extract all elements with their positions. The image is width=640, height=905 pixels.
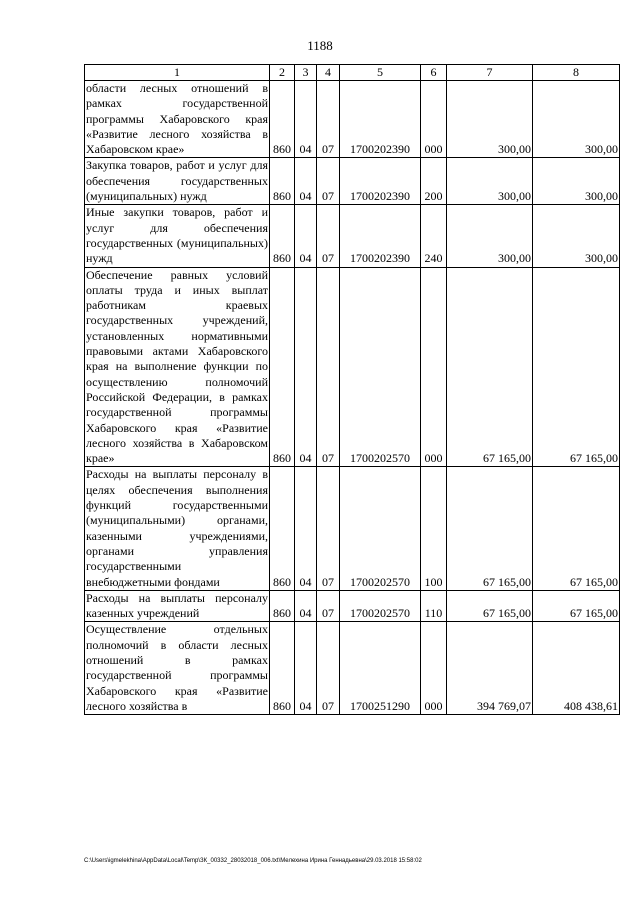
table-row	[85, 267, 620, 467]
row-name: Иные закупки товаров, работ и услуг для обеспечения государственных (муниципальных) нужд	[86, 205, 268, 266]
row-sum-1: 67 165,00	[447, 267, 533, 467]
row-vr: 240	[421, 205, 447, 267]
row-sum-2: 300,00	[533, 158, 620, 205]
table-row	[85, 590, 620, 622]
row-pr: 07	[317, 467, 340, 590]
table-row	[85, 158, 620, 205]
row-sum-2: 67 165,00	[533, 267, 620, 467]
col-header-1: 1	[85, 65, 270, 81]
row-sum-1: 67 165,00	[447, 590, 533, 622]
row-csr: 1700202390	[340, 205, 421, 267]
col-header-4: 4	[317, 65, 340, 81]
row-vr: 000	[421, 622, 447, 715]
row-csr: 1700251290	[340, 622, 421, 715]
row-vr: 000	[421, 267, 447, 467]
col-header-8: 8	[533, 65, 620, 81]
row-ved: 860	[270, 267, 295, 467]
row-name: Расходы на выплаты персоналу казенных учреждений	[86, 590, 268, 621]
row-sum-1: 394 769,07	[447, 622, 533, 715]
table-row	[85, 622, 620, 715]
row-ved: 860	[270, 205, 295, 267]
row-pr: 07	[317, 205, 340, 267]
row-rz: 04	[295, 467, 317, 590]
page-number: 1188	[307, 38, 333, 53]
col-header-3: 3	[295, 65, 317, 81]
row-pr: 07	[317, 590, 340, 622]
row-ved: 860	[270, 590, 295, 622]
row-csr: 1700202390	[340, 158, 421, 205]
row-vr: 110	[421, 590, 447, 622]
row-pr: 07	[317, 81, 340, 158]
row-name: Закупка товаров, работ и услуг для обеспечения государственных (муниципальных) нужд	[86, 158, 268, 204]
row-ved: 860	[270, 467, 295, 590]
row-rz: 04	[295, 158, 317, 205]
table-row	[85, 205, 620, 267]
row-name: Расходы на выплаты персоналу в целях обеспечения выполнения функций государственными (муниципальными) органами, казенными учреждениями, органами управления государственными внебюджетными фондами	[86, 467, 268, 589]
row-sum-1: 300,00	[447, 81, 533, 158]
table-row	[85, 81, 620, 158]
row-sum-2: 67 165,00	[533, 467, 620, 590]
row-vr: 200	[421, 158, 447, 205]
header-row	[85, 65, 620, 81]
row-vr: 100	[421, 467, 447, 590]
row-sum-1: 300,00	[447, 158, 533, 205]
row-csr: 1700202570	[340, 467, 421, 590]
row-sum-2: 67 165,00	[533, 590, 620, 622]
col-header-6: 6	[421, 65, 447, 81]
row-rz: 04	[295, 622, 317, 715]
row-ved: 860	[270, 158, 295, 205]
row-sum-2: 408 438,61	[533, 622, 620, 715]
row-ved: 860	[270, 622, 295, 715]
row-csr: 1700202570	[340, 267, 421, 467]
row-pr: 07	[317, 158, 340, 205]
row-vr: 000	[421, 81, 447, 158]
row-csr: 1700202390	[340, 81, 421, 158]
row-name: Осуществление отдельных полномочий в области лесных отношений в рамках государственной программы Хабаровского края «Развитие лесного хозяйства в	[86, 622, 268, 713]
row-sum-2: 300,00	[533, 205, 620, 267]
row-sum-2: 300,00	[533, 81, 620, 158]
row-rz: 04	[295, 81, 317, 158]
budget-table	[84, 64, 620, 715]
row-ved: 860	[270, 81, 295, 158]
col-header-7: 7	[447, 65, 533, 81]
row-rz: 04	[295, 267, 317, 467]
row-rz: 04	[295, 590, 317, 622]
row-csr: 1700202570	[340, 590, 421, 622]
row-name: области лесных отношений в рамках государственной программы Хабаровского края «Развитие лесного хозяйства в Хабаровском крае»	[86, 81, 268, 157]
file-path-footer: C:\Users\igmelekhina\AppData\Local\Temp\ЗК_00332_28032018_006.txt\Мелехина Ирина Геннадьевна\29.03.2018 15:58:02	[84, 858, 422, 864]
row-pr: 07	[317, 622, 340, 715]
row-pr: 07	[317, 267, 340, 467]
col-header-5: 5	[340, 65, 421, 81]
row-sum-1: 67 165,00	[447, 467, 533, 590]
row-sum-1: 300,00	[447, 205, 533, 267]
col-header-2: 2	[270, 65, 295, 81]
row-name: Обеспечение равных условий оплаты труда и иных выплат работникам краевых государственных учреждений, установленных нормативными правовыми актами Хабаровского края на выполнение функции по осуществлению полномочий Российской Федерации, в рамках государственной программы Хабаровского края «Развитие лесного хозяйства в Хабаровском крае»	[86, 267, 268, 466]
row-rz: 04	[295, 205, 317, 267]
table-row	[85, 467, 620, 590]
